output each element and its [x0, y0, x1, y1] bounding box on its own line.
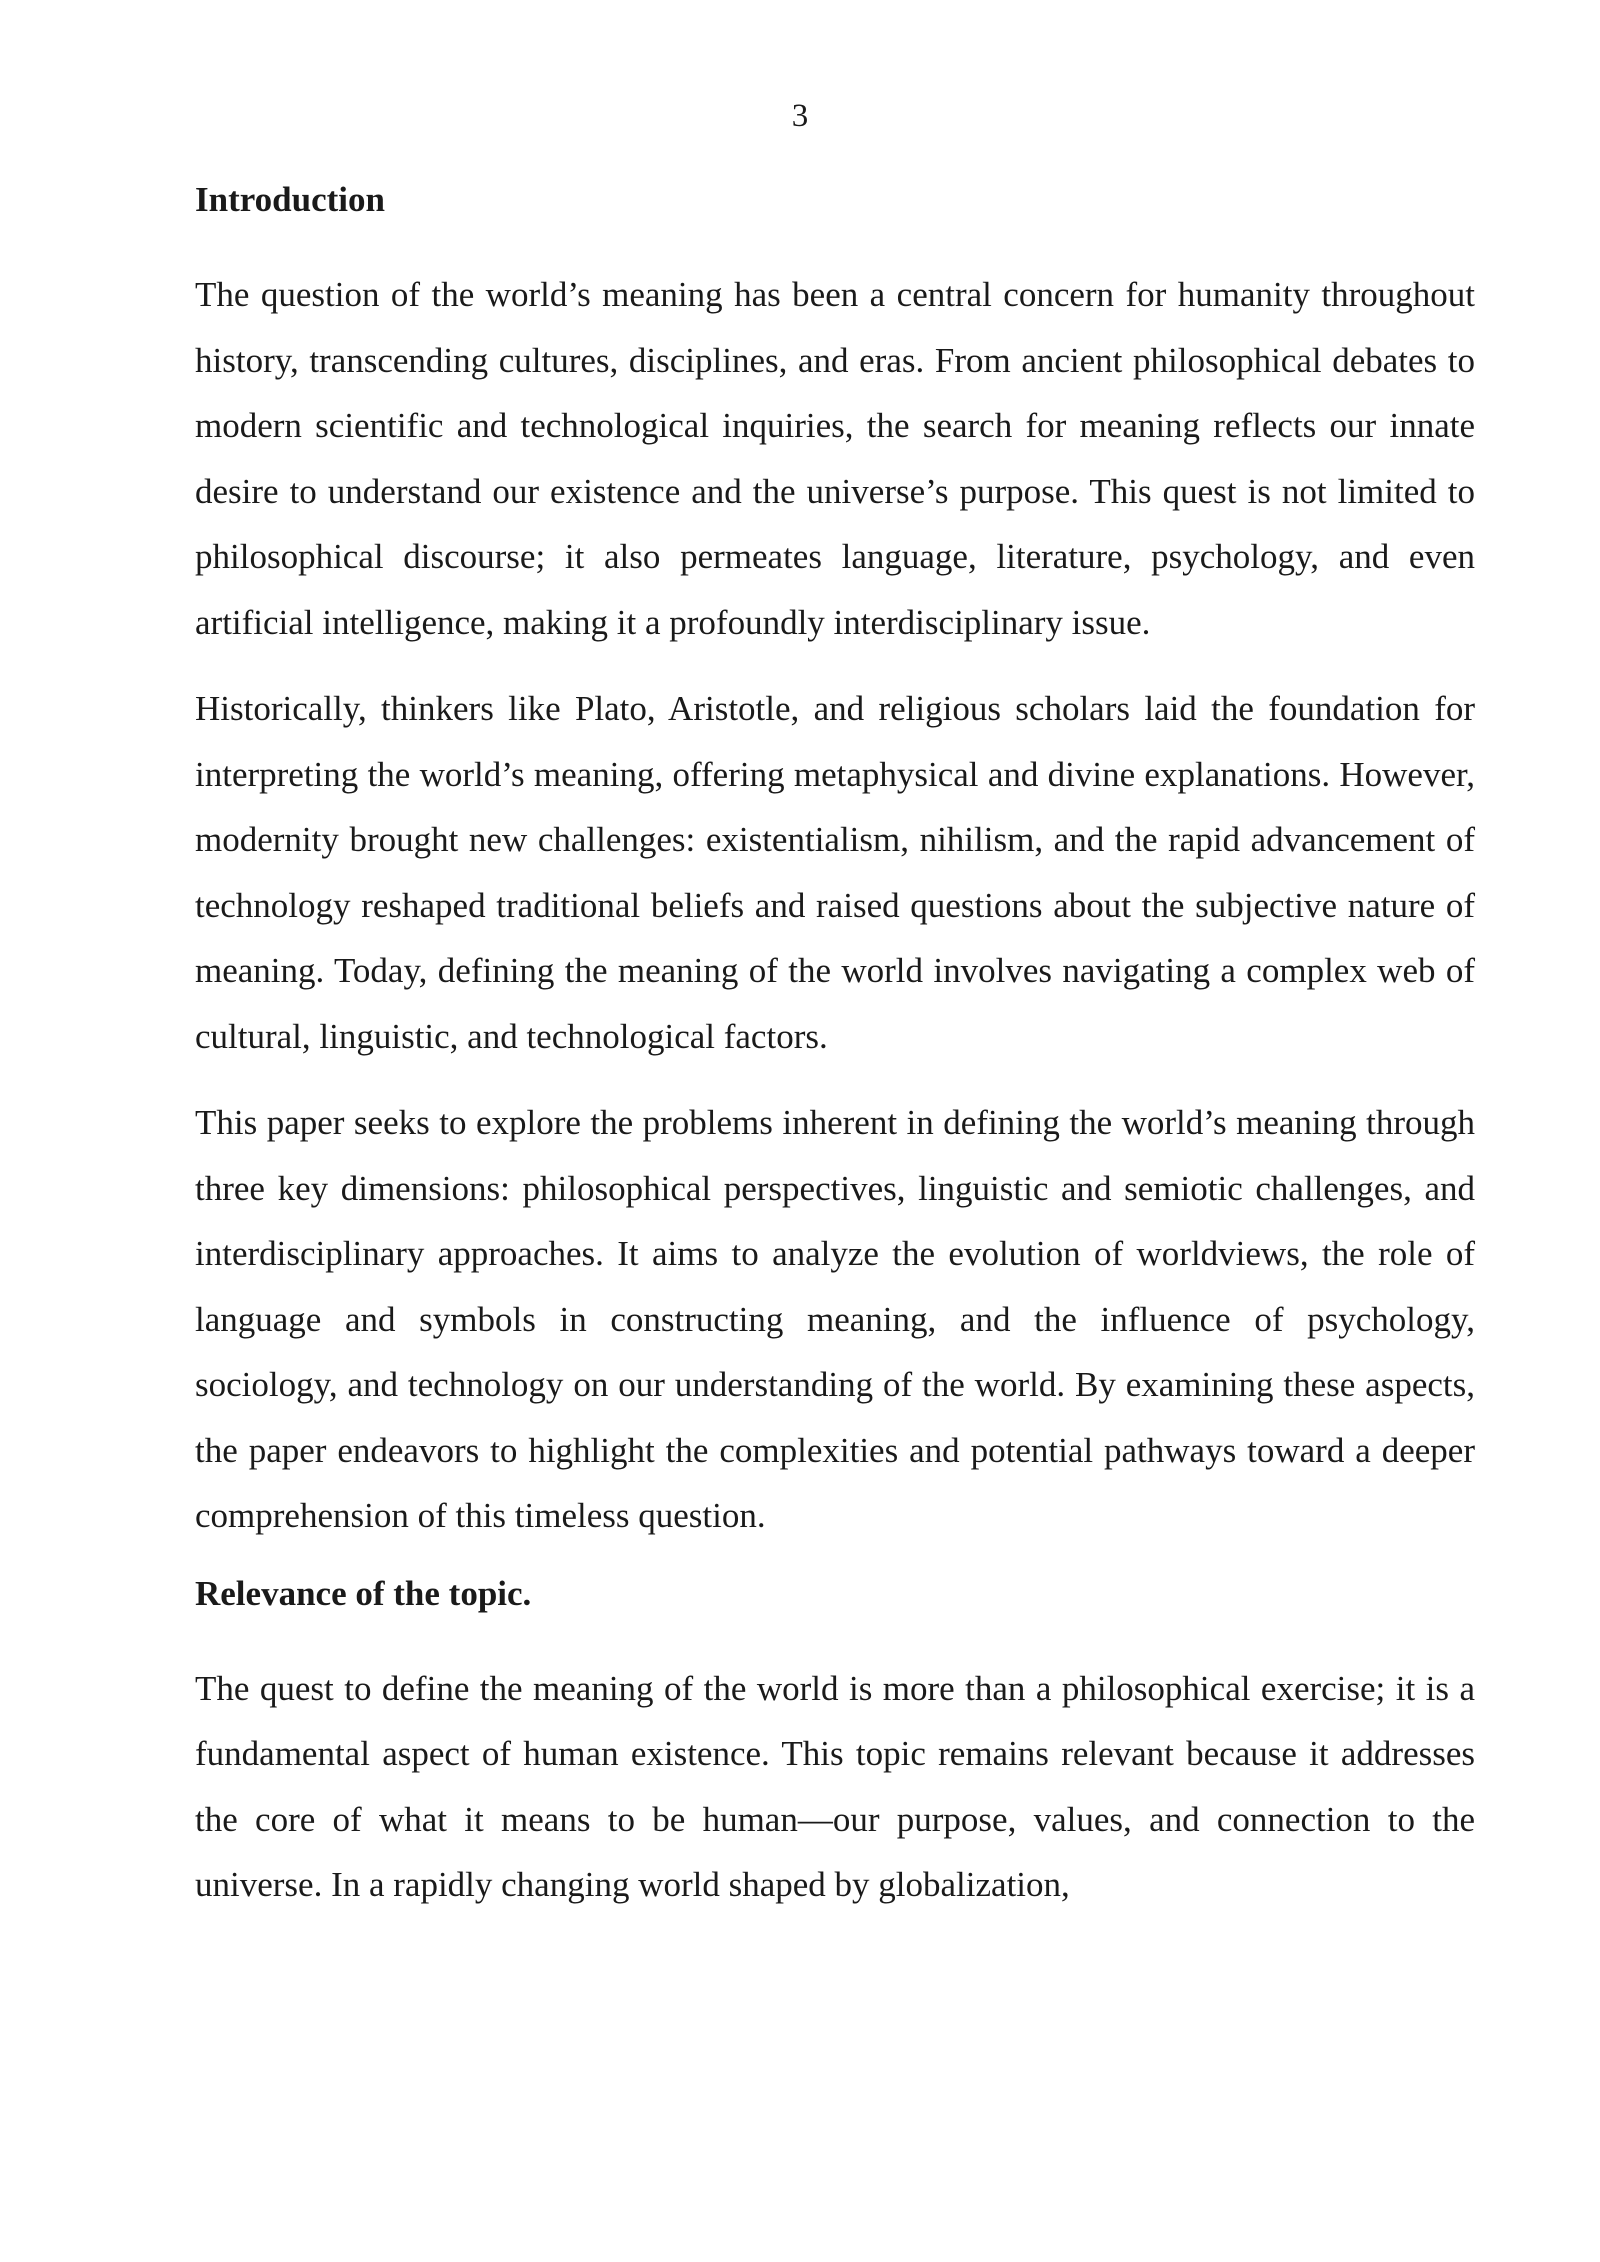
paragraph: This paper seeks to explore the problems inherent in defining the world’s meaning through three key dimensions: philosophical perspectives, linguistic and semiotic challenges, and interdisciplinary approaches. It aims to analyze the evolution of worldviews, the role of language and symbols in constructing meaning, and the influence of psychology, sociology, and technology on our understanding of the world. By examining these aspects, the paper endeavors to highlight the complexities and potential pathways toward a deeper comprehension of this timeless question.	[195, 1103, 1475, 1535]
paragraph: The quest to define the meaning of the world is more than a philosophical exercise; it is a fundamental aspect of human existence. This topic remains relevant because it addresses the core of what it means to be human—our purpose, values, and connection to the universe. In a rapidly changing world shaped by globalization,	[195, 1668, 1475, 1904]
paragraph: The question of the world’s meaning has been a central concern for humanity throughout history, transcending cultures, disciplines, and eras. From ancient philosophical debates to modern scientific and technological inquiries, the search for meaning reflects our innate desire to understand our existence and the universe’s purpose. This quest is not limited to philosophical discourse; it also permeates language, literature, psychology, and even artificial intelligence, making it a profoundly interdisciplinary issue.	[195, 275, 1475, 642]
section-heading-introduction: Introduction	[195, 180, 385, 219]
page-content	[195, 176, 1475, 1918]
page-number: 3	[791, 98, 809, 134]
paragraph: Historically, thinkers like Plato, Aristotle, and religious scholars laid the foundation for interpreting the world’s meaning, offering metaphysical and divine explanations. However, modernity brought new challenges: existentialism, nihilism, and the rapid advancement of technology reshaped traditional beliefs and raised questions about the subjective nature of meaning. Today, defining the meaning of the world involves navigating a complex web of cultural, linguistic, and technological factors.	[195, 689, 1475, 1056]
section-heading-relevance: Relevance of the topic.	[195, 1573, 532, 1613]
